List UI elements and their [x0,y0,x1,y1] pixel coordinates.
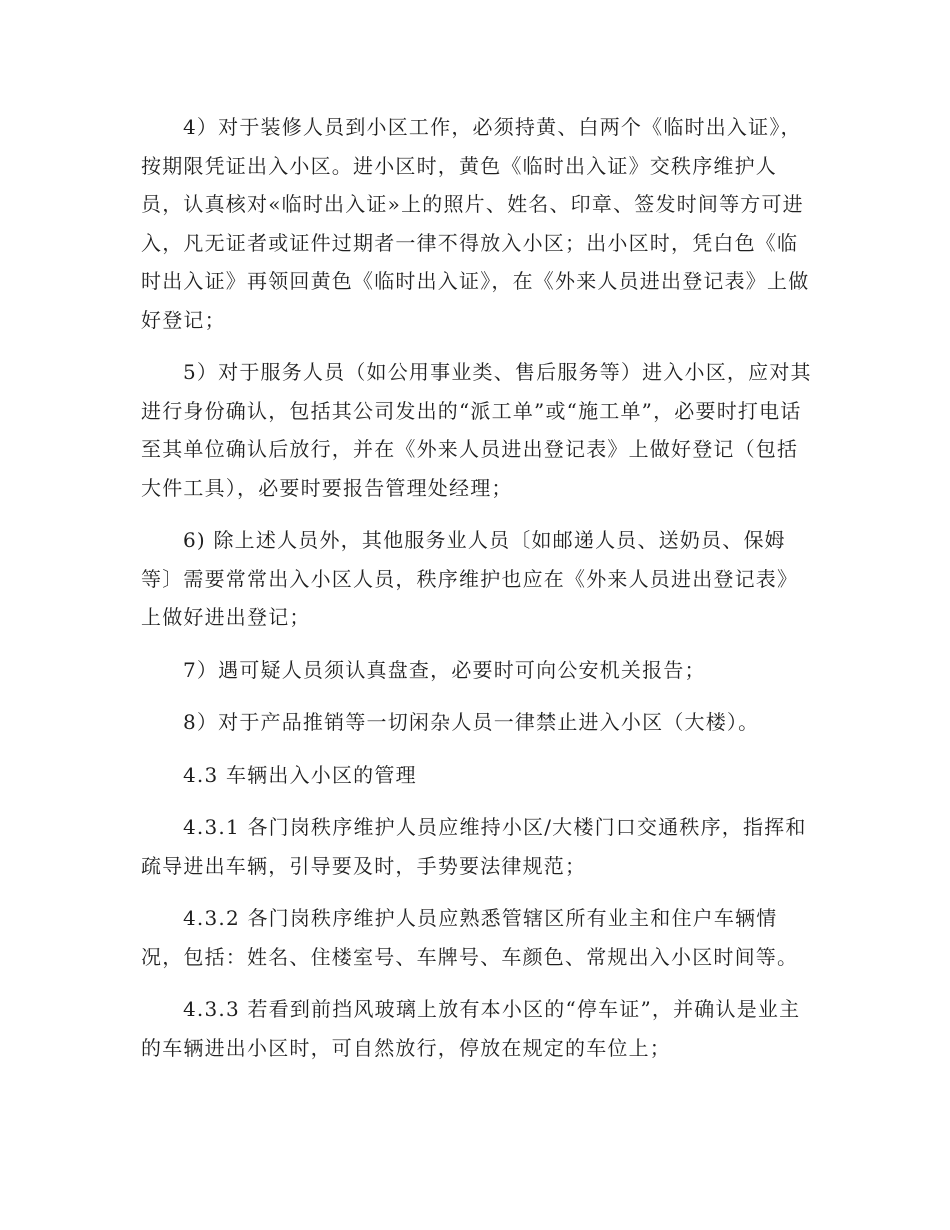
paragraph-4-3-3-parking-permit: 4.3.3 若看到前挡风玻璃上放有本小区的“停车证”，并确认是业主的车辆进出小区时，可自然放行，停放在规定的车位上； [141,997,801,1060]
paragraph-decoration-worker-entry: 4）对于装修人员到小区工作，必须持黄、白两个《临时出入证》，按期限凭证出入小区。进小区时，黄色《临时出入证》交秩序维护人员，认真核对«临时出入证»上的照片、姓名、印章、签发时间等方可进入，凡无证者或证件过期者一律不得放入小区；出小区时，凭白色《临时出入证》再领回黄色《临时出入证》，在《外来人员进出登记表》上做好登记； [141,115,810,332]
paragraph-suspicious-persons: 7）遇可疑人员须认真盘查，必要时可向公安机关报告； [183,657,706,682]
paragraph-4-3-2-vehicle-familiarity: 4.3.2 各门岗秩序维护人员应熟悉管辖区所有业主和住户车辆情况，包括：姓名、住楼室号、车牌号、车颜色、常规出入小区时间等。 [141,906,799,969]
paragraph-4-3-1-traffic-order: 4.3.1 各门岗秩序维护人员应维持小区/大楼门口交通秩序，指挥和疏导进出车辆，引导要及时，手势要法律规范； [141,815,807,878]
document-body [141,108,813,1081]
paragraph-salespeople-prohibited: 8）对于产品推销等一切闲杂人员一律禁止进入小区（大楼）。 [183,710,760,734]
paragraph-other-service-workers: 6) 除上述人员外，其他服务业人员〔如邮递人员、送奶员、保姆等〕需要常常出入小区人员，秩序维护也应在《外来人员进出登记表》上做好进出登记； [141,528,799,629]
section-heading-vehicle-management: 4.3 车辆出入小区的管理 [183,762,417,787]
paragraph-service-personnel-entry: 5）对于服务人员（如公用事业类、售后服务等）进入小区，应对其进行身份确认，包括其公司发出的“派工单”或“施工单”，必要时打电话至其单位确认后放行，并在《外来人员进出登记表》上做好登记（包括大件工具），必要时要报告管理处经理； [141,360,812,500]
